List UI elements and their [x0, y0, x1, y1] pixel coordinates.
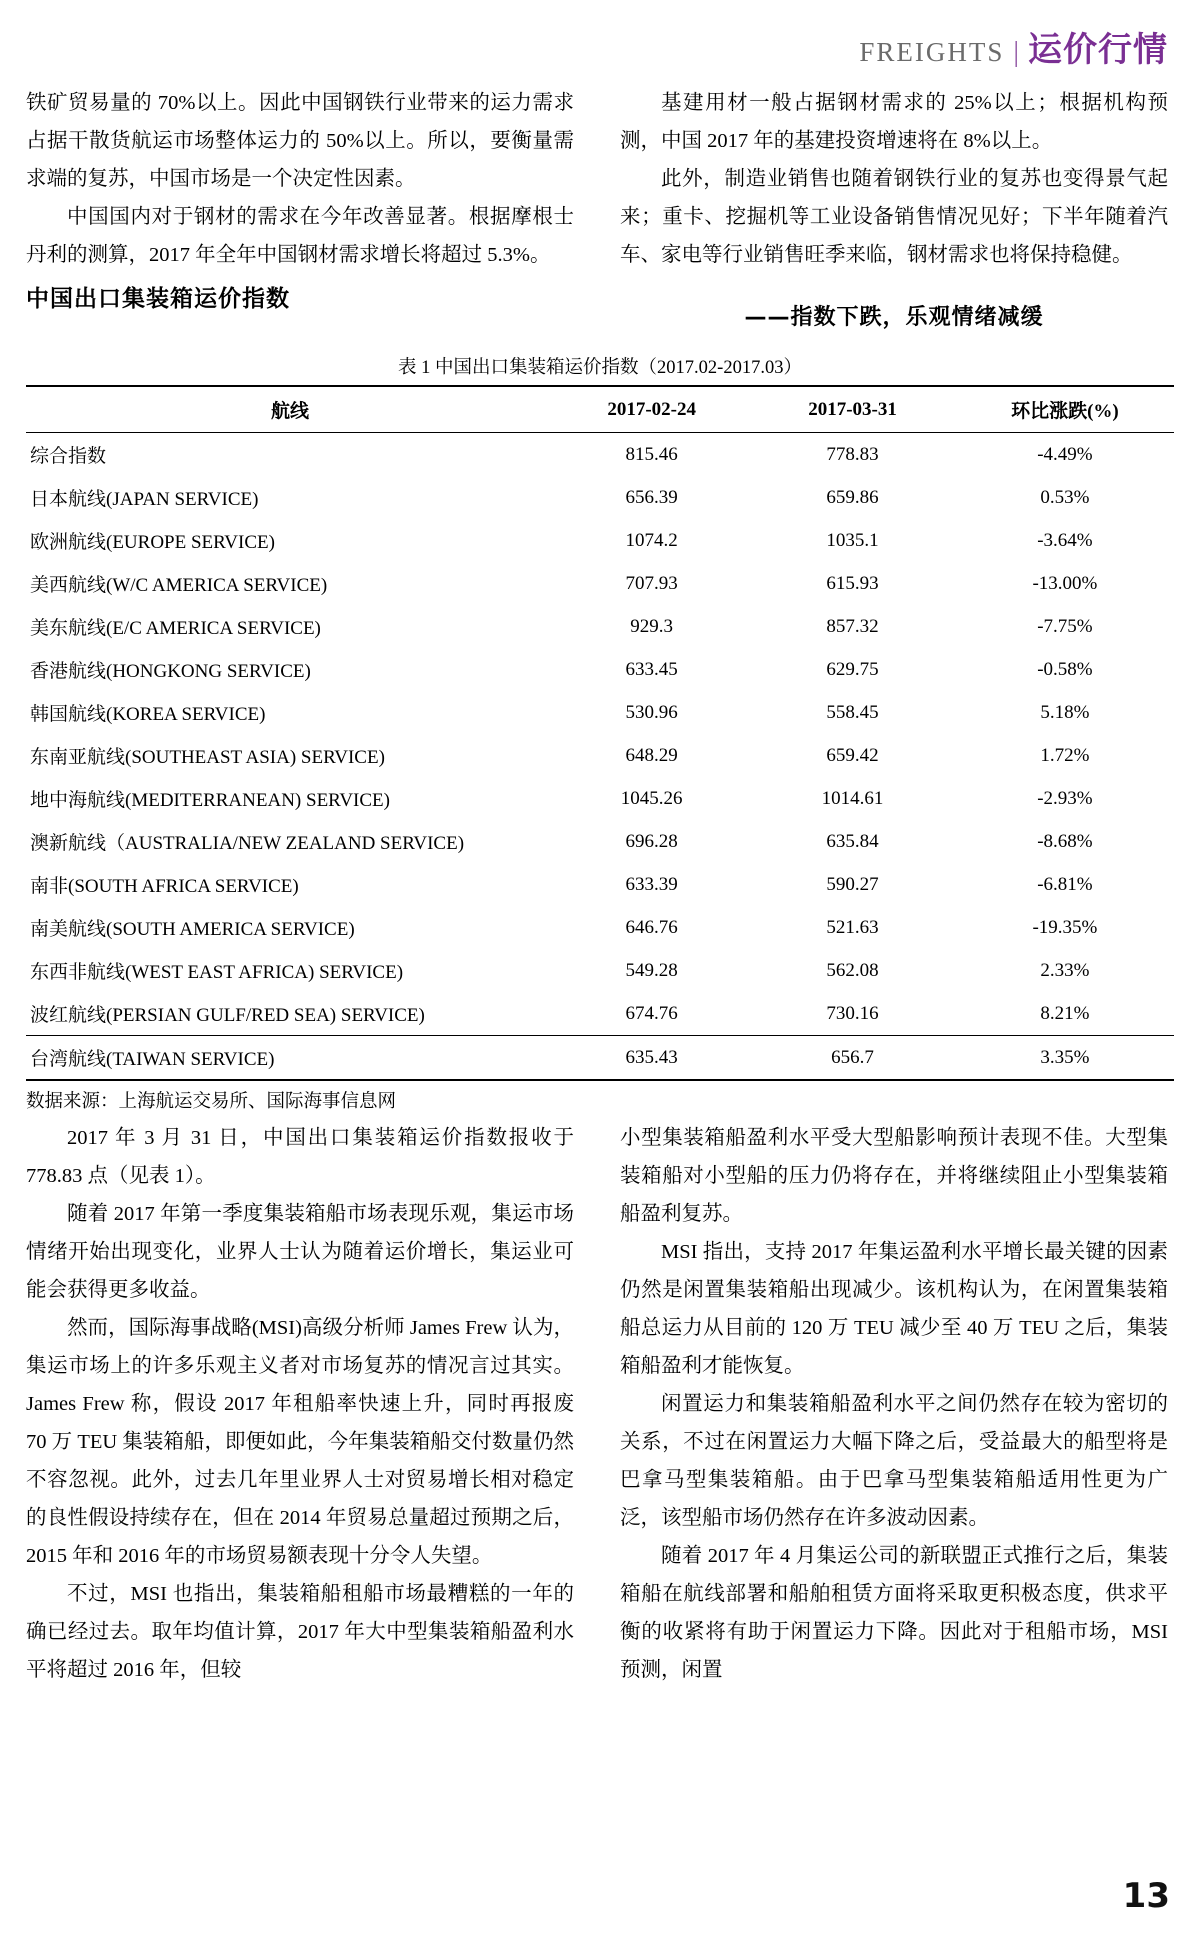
cell-feb: 707.93 [625, 572, 678, 594]
table-row [26, 476, 1174, 519]
cell-mar: 562.08 [826, 959, 879, 981]
table-body [26, 433, 1174, 1081]
cell-change: 0.53% [1040, 486, 1090, 508]
paragraph: 然而，国际海事战略(MSI)高级分析师 James Frew 认为，集运市场上的许多乐观主义者对市场复苏的情况言过其实。James Frew 称，假设 2017 年租船率快速上升，同时再报废 70 万 TEU 集装箱船，即便如此，今年集装箱船交付数量仍然不容忽视。此外，过去几年里业界人士对贸易增长相对稳定的良性假设持续存在，但在 2014 年贸易总量超过预期之后，2015 年和 2016 年的市场贸易额表现十分令人失望。 [26, 1317, 574, 1567]
left-column-bottom [26, 1119, 574, 1689]
table-column-header-route: 航线 [26, 386, 554, 433]
cell-change: -7.75% [1037, 615, 1093, 637]
cell-route: 南非(SOUTH AFRICA SERVICE) [30, 876, 299, 897]
page-header [26, 22, 1174, 78]
table-column-header-change: 环比涨跌(%) [956, 386, 1174, 433]
paragraph: 小型集装箱船盈利水平受大型船影响预计表现不佳。大型集装箱船对小型船的压力仍将存在，并将继续阻止小型集装箱船盈利复苏。 [620, 1127, 1168, 1225]
cell-feb: 633.45 [625, 658, 678, 680]
cell-feb: 530.96 [625, 701, 678, 723]
paragraph: 基建用材一般占据钢材需求的 25%以上；根据机构预测，中国 2017 年的基建投资增速将在 8%以上。 [620, 92, 1168, 152]
cell-mar: 659.42 [826, 744, 879, 766]
cell-change: -0.58% [1037, 658, 1093, 680]
header-separator: | [1013, 37, 1019, 68]
cell-feb: 1045.26 [620, 787, 683, 809]
cell-mar: 730.16 [749, 992, 956, 1036]
cell-change: 5.18% [1040, 701, 1090, 723]
cell-change: 1.72% [1040, 744, 1090, 766]
right-column-bottom [620, 1119, 1168, 1689]
cell-route: 欧洲航线(EUROPE SERVICE) [30, 532, 275, 553]
cell-route: 南美航线(SOUTH AMERICA SERVICE) [30, 919, 355, 940]
cell-feb: 656.39 [625, 486, 678, 508]
table-header-row [26, 386, 1174, 433]
cell-change: -3.64% [1037, 529, 1093, 551]
top-columns [26, 84, 1174, 331]
page-number: 13 [1122, 1876, 1170, 1916]
cell-mar: 615.93 [826, 572, 879, 594]
cell-feb: 1074.2 [625, 529, 678, 551]
table-row [26, 949, 1174, 992]
paragraph: 随着 2017 年 4 月集运公司的新联盟正式推行之后，集装箱船在航线部署和船舶租赁方面将采取更积极态度，供求平衡的收紧将有助于闲置运力下降。因此对于租船市场，MSI 预测，闲置 [620, 1545, 1168, 1681]
cell-change: 8.21% [956, 992, 1174, 1036]
cell-mar: 590.27 [826, 873, 879, 895]
cell-feb: 648.29 [625, 744, 678, 766]
cell-route: 东西非航线(WEST EAST AFRICA) SERVICE) [30, 962, 404, 983]
paragraph: 铁矿贸易量的 70%以上。因此中国钢铁行业带来的运力需求占据干散货航运市场整体运力的 50%以上。所以，要衡量需求端的复苏，中国市场是一个决定性因素。 [26, 92, 574, 190]
cell-feb: 633.39 [625, 873, 678, 895]
table-row [26, 519, 1174, 562]
cell-change: -2.93% [1037, 787, 1093, 809]
section-title: 中国出口集装箱运价指数 [26, 286, 290, 312]
left-column-top [26, 84, 574, 331]
cell-mar: 558.45 [826, 701, 879, 723]
cell-mar: 656.7 [749, 1036, 956, 1081]
paragraph: 不过，MSI 也指出，集装箱船租船市场最糟糕的一年的确已经过去。取年均值计算，2017 年大中型集装箱船盈利水平将超过 2016 年，但较 [26, 1583, 574, 1681]
cell-feb: 929.3 [630, 615, 674, 637]
paragraph: 中国国内对于钢材的需求在今年改善显著。根据摩根士丹利的测算，2017 年全年中国钢材需求增长将超过 5.3%。 [26, 206, 574, 266]
table-caption: 表 1 中国出口集装箱运价指数（2017.02-2017.03） [398, 358, 802, 378]
cell-route: 综合指数 [30, 446, 107, 467]
freight-index-table [26, 385, 1174, 1081]
cell-change: -4.49% [1037, 443, 1093, 465]
table-row [26, 992, 1174, 1036]
table-row [26, 433, 1174, 477]
cell-change: -19.35% [1032, 916, 1098, 938]
cell-route: 波红航线(PERSIAN GULF/RED SEA) SERVICE) [26, 992, 554, 1036]
header-chinese-title: 运价行情 [1028, 30, 1168, 70]
table-row [26, 691, 1174, 734]
table-row [26, 734, 1174, 777]
cell-route: 美东航线(E/C AMERICA SERVICE) [30, 618, 321, 639]
table-column-header-feb: 2017-02-24 [554, 386, 749, 433]
cell-feb: 815.46 [625, 443, 678, 465]
table-column-header-mar: 2017-03-31 [749, 386, 956, 433]
cell-feb: 549.28 [625, 959, 678, 981]
table-row [26, 562, 1174, 605]
cell-mar: 659.86 [826, 486, 879, 508]
cell-feb: 696.28 [625, 830, 678, 852]
table-row [26, 605, 1174, 648]
header-english-title: FREIGHTS [859, 37, 1005, 67]
cell-route: 东南亚航线(SOUTHEAST ASIA) SERVICE) [30, 747, 385, 768]
cell-mar: 778.83 [826, 443, 879, 465]
cell-feb: 674.76 [554, 992, 749, 1036]
cell-mar: 521.63 [826, 916, 879, 938]
cell-change: -6.81% [1037, 873, 1093, 895]
cell-route: 美西航线(W/C AMERICA SERVICE) [30, 575, 328, 596]
cell-route: 日本航线(JAPAN SERVICE) [30, 489, 259, 510]
cell-route: 韩国航线(KOREA SERVICE) [30, 704, 266, 725]
cell-mar: 1035.1 [826, 529, 879, 551]
table-row [26, 906, 1174, 949]
paragraph: 闲置运力和集装箱船盈利水平之间仍然存在较为密切的关系，不过在闲置运力大幅下降之后，受益最大的船型将是巴拿马型集装箱船。由于巴拿马型集装箱船适用性更为广泛，该型船市场仍然存在许多波动因素。 [620, 1393, 1168, 1529]
cell-mar: 857.32 [826, 615, 879, 637]
cell-change: 2.33% [1040, 959, 1090, 981]
cell-route: 台湾航线(TAIWAN SERVICE) [26, 1036, 554, 1081]
cell-change: -13.00% [1032, 572, 1098, 594]
table-row [26, 863, 1174, 906]
paragraph: 2017 年 3 月 31 日，中国出口集装箱运价指数报收于 778.83 点（见表 1）。 [26, 1127, 574, 1187]
cell-mar: 1014.61 [821, 787, 884, 809]
cell-route: 香港航线(HONGKONG SERVICE) [30, 661, 311, 682]
cell-feb: 635.43 [554, 1036, 749, 1081]
cell-route: 地中海航线(MEDITERRANEAN) SERVICE) [30, 790, 390, 811]
right-column-top [620, 84, 1168, 331]
paragraph: 此外，制造业销售也随着钢铁行业的复苏也变得景气起来；重卡、挖掘机等工业设备销售情况见好；下半年随着汽车、家电等行业销售旺季来临，钢材需求也将保持稳健。 [620, 168, 1168, 266]
table-row [26, 777, 1174, 820]
cell-change: -8.68% [1037, 830, 1093, 852]
paragraph: MSI 指出，支持 2017 年集运盈利水平增长最关键的因素仍然是闲置集装箱船出现减少。该机构认为，在闲置集装箱船总运力从目前的 120 万 TEU 减少至 40 万 TEU 之后，集装箱船盈利才能恢复。 [620, 1241, 1168, 1377]
cell-feb: 646.76 [625, 916, 678, 938]
bottom-columns [26, 1119, 1174, 1689]
paragraph: 随着 2017 年第一季度集装箱船市场表现乐观，集运市场情绪开始出现变化，业界人士认为随着运价增长，集运业可能会获得更多收益。 [26, 1203, 574, 1301]
cell-route: 澳新航线（AUSTRALIA/NEW ZEALAND SERVICE) [30, 833, 465, 854]
table-row [26, 1036, 1174, 1081]
section-subtitle: ——指数下跌，乐观情绪减缓 [744, 305, 1044, 330]
table-source-note: 数据来源：上海航运交易所、国际海事信息网 [26, 1092, 397, 1112]
cell-mar: 629.75 [826, 658, 879, 680]
cell-change: 3.35% [956, 1036, 1174, 1081]
cell-mar: 635.84 [826, 830, 879, 852]
table-row [26, 648, 1174, 691]
table-row [26, 820, 1174, 863]
